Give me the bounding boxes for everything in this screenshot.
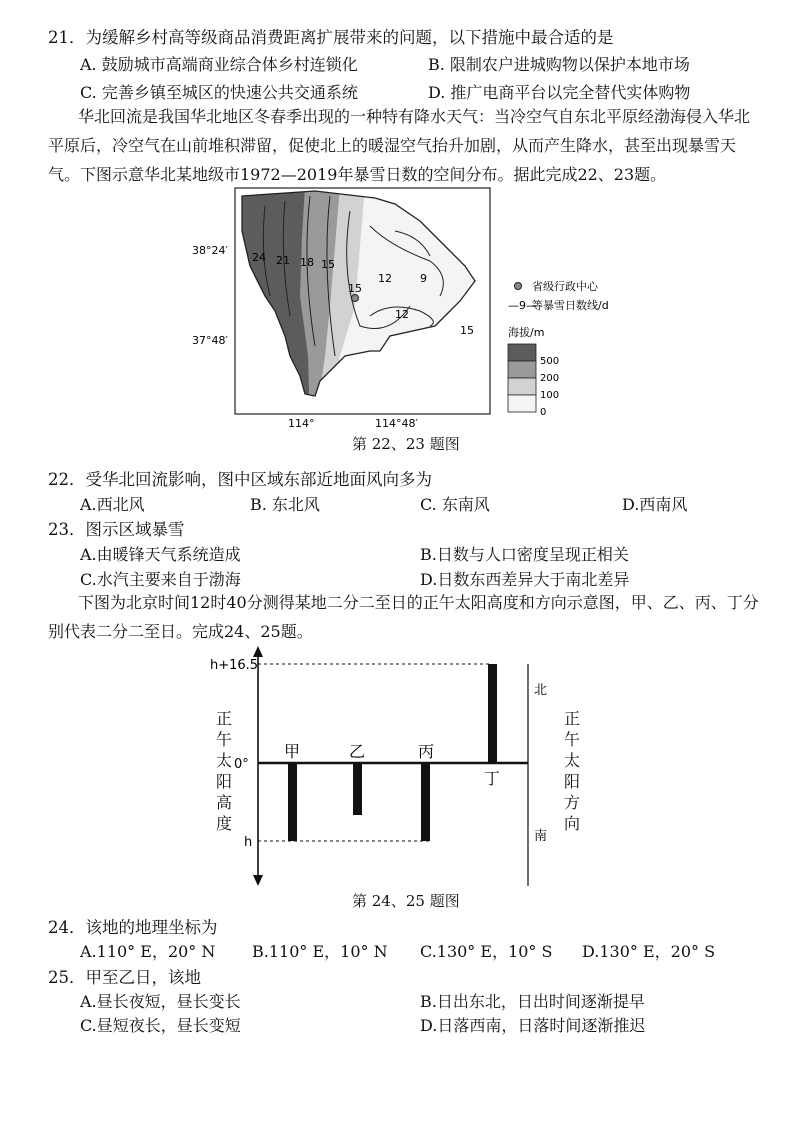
capital-marker <box>352 295 359 302</box>
category-label-ding: 丁 <box>484 769 501 788</box>
q24-option-c: C.130° E，10° S <box>420 942 553 961</box>
contour-label: 15 <box>321 258 335 271</box>
legend-elev-label: 0 <box>540 407 547 418</box>
legend-isoline-symbol: —9— <box>508 299 537 312</box>
q25-option-a: A.昼长夜短，昼长变长 <box>80 992 241 1011</box>
contour-label: 24 <box>252 251 266 264</box>
legend-elev-label: 200 <box>540 373 560 384</box>
intro-24-25: 下图为北京时间12时40分测得某地二分二至日的正午太阳高度和方向示意图，甲、乙、丙、丁分别代表二分二至日。完成24、25题。 <box>48 593 759 641</box>
q25-option-d: D.日落西南，日落时间逐渐推迟 <box>420 1016 646 1035</box>
q22-option-b: B. 东北风 <box>250 495 320 514</box>
map-caption: 第 22、23 题图 <box>352 435 460 453</box>
legend-capital-icon <box>515 283 522 290</box>
legend-isoline: 等暴雪日数线/d <box>532 299 609 312</box>
q21-option-b: B. 限制农户进城购物以保护本地市场 <box>428 55 690 74</box>
tick-h: h <box>244 835 253 850</box>
north-label: 北 <box>534 683 548 698</box>
lon-label: 114° <box>288 417 315 430</box>
snow-days-map <box>190 186 610 430</box>
q22-option-d: D.西南风 <box>622 495 688 514</box>
q21-option-a: A. 鼓励城市高端商业综合体乡村连锁化 <box>80 55 358 74</box>
q24-option-d: D.130° E，20° S <box>582 942 716 961</box>
q23-option-b: B.日数与人口密度呈现正相关 <box>420 545 629 564</box>
contour-label: 15 <box>460 324 474 337</box>
y-axis-arrow-up <box>253 646 263 657</box>
tick-zero: 0° <box>234 757 249 772</box>
q22-stem: 22．受华北回流影响，图中区域东部近地面风向多为 <box>48 470 432 489</box>
lon-label: 114°48′ <box>375 417 418 430</box>
q21-option-c: C. 完善乡镇至城区的快速公共交通系统 <box>80 83 358 102</box>
contour-label: 12 <box>395 308 409 321</box>
category-label-jia: 甲 <box>284 742 301 761</box>
chart-caption: 第 24、25 题图 <box>352 892 460 910</box>
q25-stem: 25．甲至乙日，该地 <box>48 968 201 987</box>
bar-jia <box>288 763 297 841</box>
contour-label: 12 <box>378 272 392 285</box>
direction-axis-title: 正午太阳方向 <box>563 709 580 833</box>
lat-label: 37°48′ <box>192 334 228 347</box>
q24-option-a: A.110° E，20° N <box>80 942 216 961</box>
q22-option-c: C. 东南风 <box>420 495 490 514</box>
contour-label: 15 <box>348 282 362 295</box>
q24-option-b: B.110° E，10° N <box>252 942 388 961</box>
q23-option-a: A.由暖锋天气系统造成 <box>80 545 241 564</box>
category-label-yi: 乙 <box>349 742 366 761</box>
legend-elevation-title: 海拔/m <box>508 326 545 339</box>
q21-stem: 21．为缓解乡村高等级商品消费距离扩展带来的问题，以下措施中最合适的是 <box>48 28 614 47</box>
q23-option-d: D.日数东西差异大于南北差异 <box>420 570 630 589</box>
south-label: 南 <box>534 829 548 844</box>
q23-option-c: C.水汽主要来自于渤海 <box>80 570 241 589</box>
q25-option-b: B.日出东北，日出时间逐渐提早 <box>420 992 645 1011</box>
lat-label: 38°24′ <box>192 244 228 257</box>
contour-label: 21 <box>276 254 290 267</box>
intro-22-23: 华北回流是我国华北地区冬春季出现的一种特有降水天气：当冷空气自东北平原经渤海侵入华北平原后，冷空气在山前堆积滞留，促使北上的暖湿空气抬升加剧，从而产生降水，甚至出现暴雪天气。下图示意华北某地级市1972—2019年暴雪日数的空间分布。据此完成22、23题。 <box>48 107 751 184</box>
legend-capital: 省级行政中心 <box>532 280 598 293</box>
q22-option-a: A.西北风 <box>80 495 145 514</box>
bar-yi <box>353 763 362 815</box>
tick-top: h+16.5 <box>210 658 259 673</box>
legend-elev-label: 500 <box>540 356 560 367</box>
bar-ding <box>488 664 497 763</box>
q24-stem: 24．该地的地理坐标为 <box>48 918 218 937</box>
bar-bing <box>421 763 430 841</box>
y-axis-title: 正午太阳高度 <box>215 709 232 833</box>
sun-altitude-chart <box>200 642 600 888</box>
q23-stem: 23．图示区域暴雪 <box>48 520 185 539</box>
legend-elev-label: 100 <box>540 390 560 401</box>
q21-option-d: D. 推广电商平台以完全替代实体购物 <box>428 83 691 102</box>
contour-label: 9 <box>420 272 427 285</box>
category-label-bing: 丙 <box>418 742 435 761</box>
contour-label: 18 <box>300 256 314 269</box>
y-axis-arrow-down <box>253 875 263 886</box>
q25-option-c: C.昼短夜长，昼长变短 <box>80 1016 241 1035</box>
